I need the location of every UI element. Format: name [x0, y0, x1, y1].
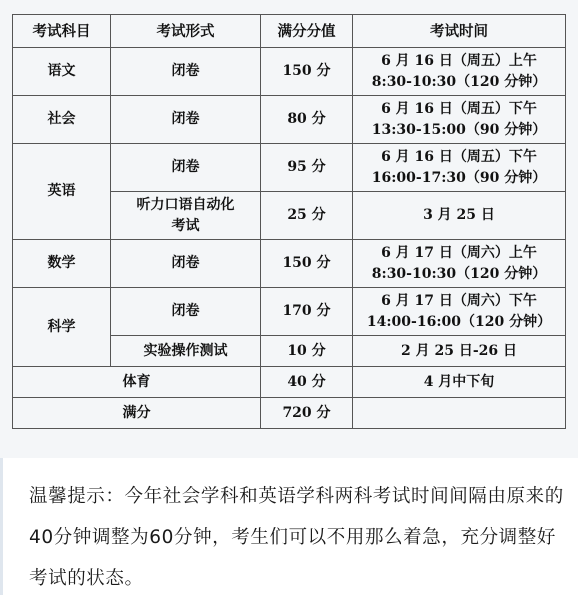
- table-row-math: [13, 240, 566, 288]
- exam-schedule-table: [12, 14, 566, 429]
- subject-cell: 语文: [13, 48, 111, 96]
- subject-cell: 满分: [13, 398, 261, 429]
- score-cell: 95 分: [261, 144, 353, 192]
- time-cell: 2 月 25 日-26 日: [353, 336, 566, 367]
- score-cell: 10 分: [261, 336, 353, 367]
- form-cell: 闭卷: [111, 144, 261, 192]
- table-header-row: [13, 15, 566, 48]
- form-cell: 闭卷: [111, 240, 261, 288]
- form-cell: 闭卷: [111, 96, 261, 144]
- time-range: 8:30-10:30（120 分钟）: [371, 265, 547, 282]
- time-cell: 4 月中下旬: [353, 367, 566, 398]
- time-cell: [353, 288, 566, 336]
- time-cell: [353, 398, 566, 429]
- time-range: 16:00-17:30（90 分钟）: [371, 169, 547, 186]
- time-cell: [353, 144, 566, 192]
- time-cell: [353, 96, 566, 144]
- tip-text: 温馨提示：今年社会学科和英语学科两科考试时间间隔由原来的40分钟调整为60分钟，考生们可以不用那么着急，充分调整好考试的状态。: [29, 486, 564, 589]
- form-cell: 闭卷: [111, 48, 261, 96]
- time-date: 6 月 16 日（周五）下午: [381, 148, 537, 165]
- table-row-pe: [13, 367, 566, 398]
- table-row-social: [13, 96, 566, 144]
- header-subject: 考试科目: [13, 15, 111, 48]
- score-cell: 25 分: [261, 192, 353, 240]
- form-line: 考试: [171, 217, 200, 234]
- form-line: 听力口语自动化: [136, 196, 235, 213]
- header-form: 考试形式: [111, 15, 261, 48]
- table-row-chinese: [13, 48, 566, 96]
- score-cell: 150 分: [261, 48, 353, 96]
- time-range: 14:00-16:00（120 分钟）: [366, 313, 552, 330]
- score-cell: 80 分: [261, 96, 353, 144]
- subject-cell: 体育: [13, 367, 261, 398]
- time-range: 8:30-10:30（120 分钟）: [371, 73, 547, 90]
- header-time: 考试时间: [353, 15, 566, 48]
- time-date: 6 月 16 日（周五）上午: [381, 52, 537, 69]
- time-range: 13:30-15:00（90 分钟）: [371, 121, 547, 138]
- subject-cell: 数学: [13, 240, 111, 288]
- time-cell: [353, 48, 566, 96]
- table-row-science: [13, 288, 566, 336]
- form-cell: 闭卷: [111, 288, 261, 336]
- subject-cell: 社会: [13, 96, 111, 144]
- header-score: 满分分值: [261, 15, 353, 48]
- score-cell: 170 分: [261, 288, 353, 336]
- subject-cell: 科学: [13, 288, 111, 367]
- score-cell: 40 分: [261, 367, 353, 398]
- score-cell: 720 分: [261, 398, 353, 429]
- time-date: 6 月 16 日（周五）下午: [381, 100, 537, 117]
- table-row-total: [13, 398, 566, 429]
- time-cell: [353, 240, 566, 288]
- subject-cell: 英语: [13, 144, 111, 240]
- time-cell: 3 月 25 日: [353, 192, 566, 240]
- tip-box: [0, 458, 578, 595]
- score-cell: 150 分: [261, 240, 353, 288]
- time-date: 6 月 17 日（周六）下午: [381, 292, 537, 309]
- table-row-english: [13, 144, 566, 192]
- form-cell: [111, 192, 261, 240]
- form-cell: 实验操作测试: [111, 336, 261, 367]
- time-date: 6 月 17 日（周六）上午: [381, 244, 537, 261]
